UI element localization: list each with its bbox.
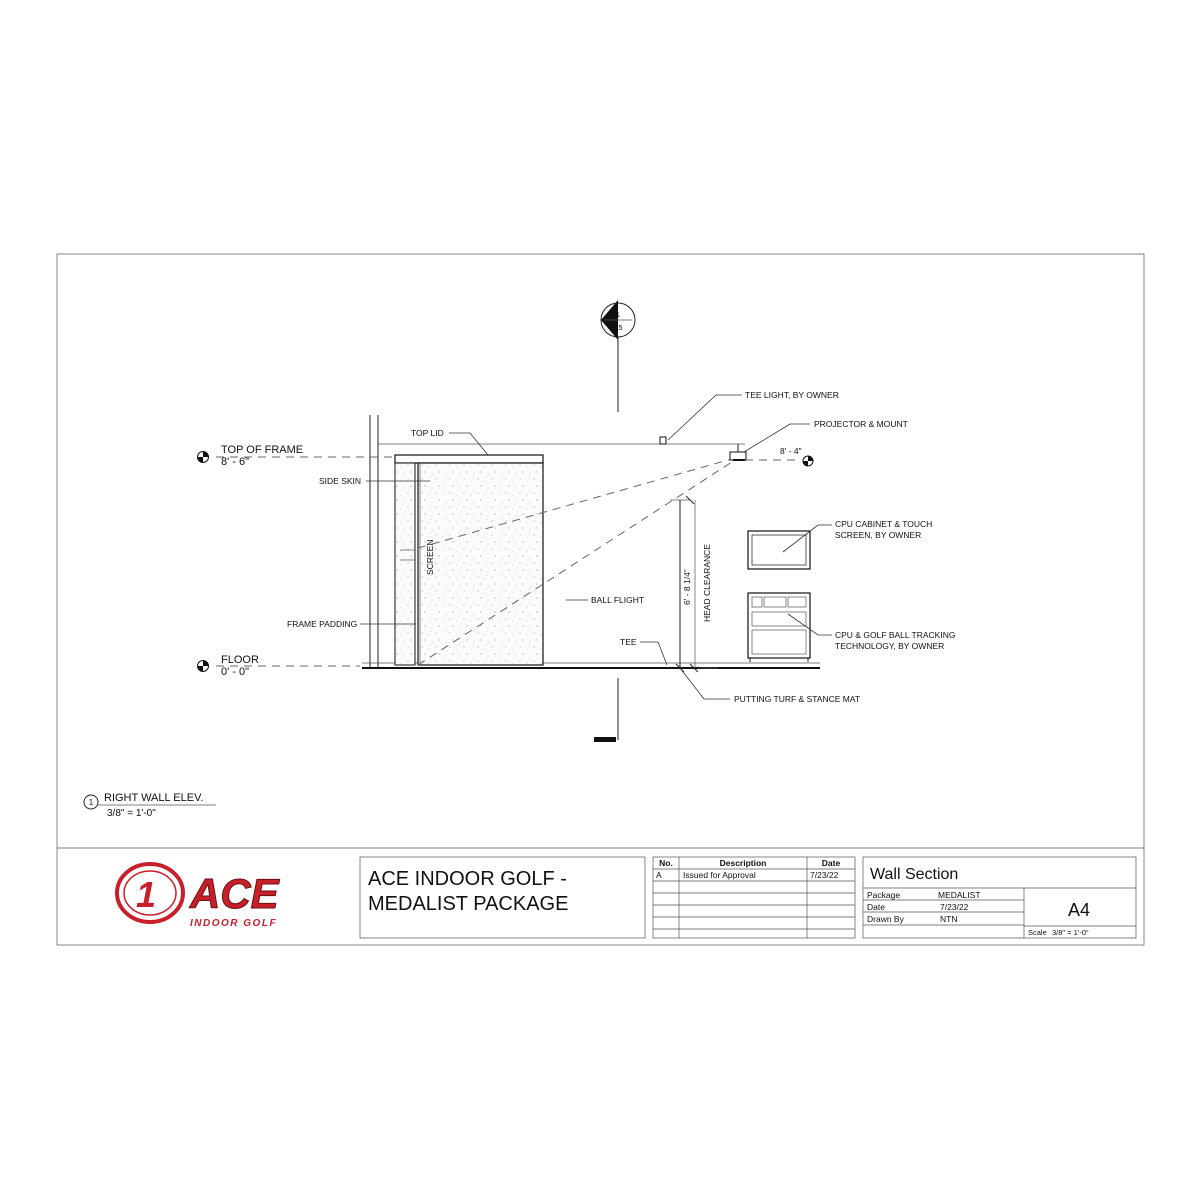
ace-logo [117,864,281,929]
elevation-drawing [198,300,956,742]
package-value: MEDALIST [938,890,981,900]
screen [418,463,543,665]
revision-table [653,857,855,938]
date-value: 7/23/22 [940,902,969,912]
side-skin-padding [395,463,415,665]
revision-row-no: A [656,870,662,880]
level-top-of-frame [198,444,395,468]
sheet-info [863,857,1136,938]
label-projector: PROJECTOR & MOUNT [814,419,908,429]
label-cpu-tracking-1: CPU & GOLF BALL TRACKING [835,630,956,640]
logo-tagline: INDOOR GOLF [190,918,278,929]
sheet-number: A4 [1067,900,1091,920]
label-tee-light: TEE LIGHT, BY OWNER [745,390,839,400]
section-marker [594,300,635,742]
label-putting-turf: PUTTING TURF & STANCE MAT [734,694,861,704]
logo-mark: 1 [135,874,157,915]
label-frame-padding: FRAME PADDING [287,619,358,629]
label-cpu-tracking-2: TECHNOLOGY, BY OWNER [835,641,945,651]
head-clearance-dim-value: 6' - 8 1/4" [682,569,692,605]
logo-name: ACE [190,870,279,917]
level-top-of-frame-label: TOP OF FRAME [221,444,304,456]
revision-row-date: 7/23/22 [810,870,839,880]
tee-light [660,437,666,444]
revision-header-description: Description [719,858,767,868]
scale-label: Scale [1028,928,1047,937]
drawn-by-label: Drawn By [867,914,904,924]
view-number: 1 [88,798,94,807]
label-top-lid: TOP LID [411,428,444,438]
top-lid [395,455,543,463]
head-clearance-label: HEAD CLEARANCE [702,544,712,622]
label-screen: SCREEN [425,539,435,575]
drawn-by-value: NTN [940,914,958,924]
label-tee: TEE [620,637,637,647]
leader-tee [640,642,667,665]
section-marker-number: 1 [616,312,620,319]
projector-height-value: 8' - 4" [780,446,802,456]
cpu-cabinet-touch-screen [748,531,810,569]
level-floor-value: 0' - 0" [221,666,250,678]
leader-putting-turf [680,668,730,699]
cpu-tracking-cabinet [748,593,810,662]
section-marker-sheet: A5 [613,323,623,332]
view-title-text: RIGHT WALL ELEV. [104,792,204,804]
view-scale: 3/8" = 1'-0" [107,808,156,819]
projector-level-marker [780,446,813,466]
project-name-line2: MEDALIST PACKAGE [368,893,569,915]
project-name-line1: ACE INDOOR GOLF - [368,868,567,890]
level-top-of-frame-value: 8' - 6" [221,456,250,468]
simulator-frame [395,455,543,665]
revision-row-description: Issued for Approval [683,870,756,880]
label-side-skin: SIDE SKIN [319,476,362,486]
title-block [117,857,1136,938]
head-clearance-dimension [670,496,718,672]
label-cpu-cabinet-1: CPU CABINET & TOUCH [835,519,933,529]
level-floor [198,654,361,678]
scale-value: 3/8" = 1'-0" [1052,928,1089,937]
projector [730,444,746,460]
leader-tee-light [668,395,742,440]
revision-header-no: No. [659,858,673,868]
label-ball-flight: BALL FLIGHT [591,595,645,605]
revision-header-date: Date [821,858,841,868]
sheet-title: Wall Section [870,866,959,883]
date-label: Date [867,902,885,912]
view-title [84,792,216,819]
level-floor-label: FLOOR [221,654,259,666]
package-label: Package [867,890,901,900]
label-cpu-cabinet-2: SCREEN, BY OWNER [835,530,922,540]
